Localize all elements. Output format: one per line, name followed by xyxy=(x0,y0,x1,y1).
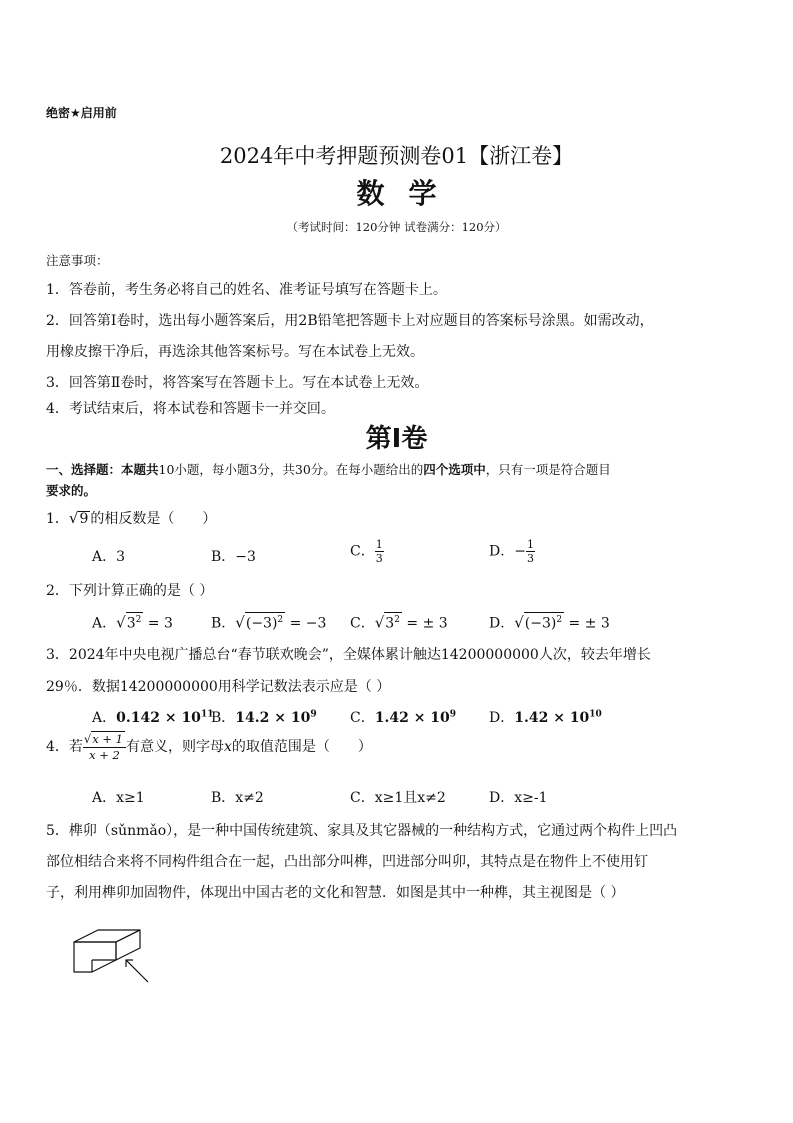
exam-title: 2024年中考押题预测卷01【浙江卷】 xyxy=(219,144,574,168)
subject-title: 数学 xyxy=(356,177,461,210)
section-instructions: 一、选择题：本题共10小题，每小题3分，共30分。在每小题给出的四个选项中，只有一项是符合题目 xyxy=(46,462,611,477)
question-4: 4．若 $\frac{√x + 1}{x + 2}$ 有意义，则字母x的取值范围是（ ） xyxy=(46,732,372,762)
q1-option-d: D．− $\frac{1}{3}$ xyxy=(489,538,534,565)
notice-item-2-cont: 用橡皮擦干净后，再选涂其他答案标号。写在本试卷上无效。 xyxy=(46,344,424,360)
q3-option-a: A．$0.142 \times 10^{11}$ xyxy=(92,709,214,726)
question-5-cont-1: 部位相结合来将不同构件组合在一起，凸出部分叫榫，凹进部分叫卯，其特点是在物件上不使用钉 xyxy=(46,854,648,870)
view-arrow-line xyxy=(126,960,148,982)
notice-item-1: 1．答卷前，考生务必将自己的姓名、准考证号填写在答题卡上。 xyxy=(46,282,447,298)
q4-option-c: C．x≥1且x≠2 xyxy=(350,790,446,806)
q2-option-a: A．$√3^2 = 3$ xyxy=(92,613,173,632)
tenon-top-face xyxy=(74,930,140,942)
notice-item-3: 3．回答第Ⅱ卷时，将答案写在答题卡上。写在本试卷上无效。 xyxy=(46,375,429,391)
q4-option-b: B．x≠2 xyxy=(211,790,264,806)
q1-option-a: A．3 xyxy=(92,549,126,565)
q3-option-b: B．$14.2 \times 10^9$ xyxy=(211,709,317,726)
question-3: 3．2024年中央电视广播总台“春节联欢晚会”，全媒体累计触达14200000000人次，较去年增长 xyxy=(46,647,651,663)
notice-item-2: 2．回答第Ⅰ卷时，选出每小题答案后，用2B铅笔把答题卡上对应题目的答案标号涂黑。如需改动， xyxy=(46,313,654,329)
q3-option-c: C．$1.42 \times 10^9$ xyxy=(350,709,457,726)
question-5-cont-2: 子，利用榫卯加固物件，体现出中国古老的文化和智慧．如图是其中一种榫，其主视图是（ ） xyxy=(46,885,625,901)
tenon-front-face xyxy=(74,942,116,972)
exam-time-info: （考试时间：120分钟 试卷满分：120分） xyxy=(286,220,507,234)
q4-option-d: D．x≥-1 xyxy=(489,790,548,806)
tenon-figure xyxy=(68,912,158,987)
q4-option-a: A．x≥1 xyxy=(92,790,145,806)
q1-option-b: B．−3 xyxy=(211,549,256,565)
question-1: 1．√9 的相反数是（ ） xyxy=(46,509,217,527)
q2-option-d: D．$√(-3)^2$ = ± 3 xyxy=(489,613,610,632)
question-5: 5．榫卯（sǔnmǎo），是一种中国传统建筑、家具及其它器械的一种结构方式，它通过两个构件上凹凸 xyxy=(46,823,678,839)
confidential-label: 绝密★启用前 xyxy=(46,106,117,120)
q1-option-c: C． $\frac{1}{3}$ xyxy=(350,538,383,565)
volume-title: 第Ⅰ卷 xyxy=(365,424,428,454)
q2-option-c: C．$√3^2$ = ± 3 xyxy=(350,613,448,632)
tenon-side-face xyxy=(116,930,140,960)
question-2: 2．下列计算正确的是（ ） xyxy=(46,583,214,599)
notice-item-4: 4．考试结束后，将本试卷和答题卡一并交回。 xyxy=(46,401,335,417)
notice-heading: 注意事项： xyxy=(46,253,109,268)
q3-option-d: D．$1.42 \times 10^{10}$ xyxy=(489,709,602,726)
question-3-cont: 29％．数据14200000000用科学记数法表示应是（ ） xyxy=(46,679,391,695)
q2-option-b: B．$√(-3)^2 = -3$ xyxy=(211,613,327,632)
section-instructions-cont: 要求的。 xyxy=(46,483,97,498)
